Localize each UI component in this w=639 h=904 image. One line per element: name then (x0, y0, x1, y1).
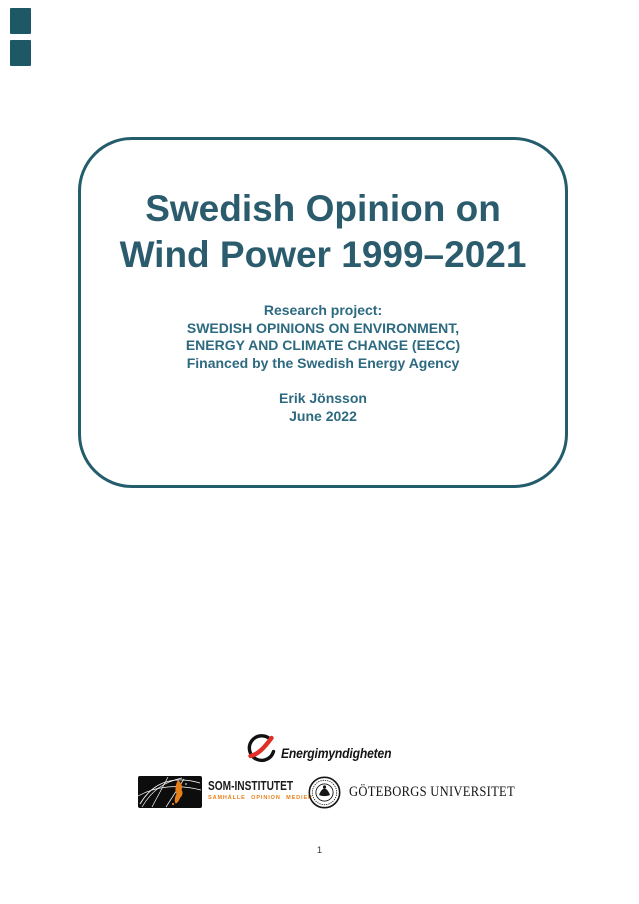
energy-agency-logo (244, 731, 404, 767)
page-number: 1 (316, 845, 323, 856)
energy-agency-circle-icon (244, 732, 278, 766)
publication-date: June 2022 (289, 408, 357, 424)
subtitle-line-2: SWEDISH OPINIONS ON ENVIRONMENT, (186, 319, 460, 336)
som-institute-text (208, 776, 317, 801)
som-globe-icon (138, 776, 202, 808)
subtitle-line-3: ENERGY AND CLIMATE CHANGE (EECC) (185, 337, 461, 353)
corner-square-bottom (10, 40, 31, 66)
title-frame (78, 137, 568, 488)
gothenburg-university-name: GÖTEBORGS UNIVERSITET (349, 783, 515, 800)
som-institute-logo (138, 776, 317, 809)
report-title (81, 186, 565, 278)
author-block (81, 389, 565, 425)
university-seal-icon (308, 776, 341, 809)
author-name: Erik Jönsson (279, 390, 367, 406)
corner-square-top (10, 8, 31, 34)
research-project-block (81, 302, 565, 372)
som-institute-title: SOM-INSTITUTET (208, 778, 294, 793)
subtitle-line-1: Research project: (263, 302, 383, 318)
energy-agency-name: Energimyndigheten (281, 745, 392, 761)
som-institute-subtitle: SAMHÄLLE OPINION MEDIER (208, 795, 313, 801)
subtitle-line-4: Financed by the Swedish Energy Agency (186, 354, 460, 371)
gothenburg-university-logo (308, 775, 547, 809)
title-line-1: Swedish Opinion on (145, 188, 501, 229)
title-line-2: Wind Power 1999–2021 (119, 234, 527, 275)
